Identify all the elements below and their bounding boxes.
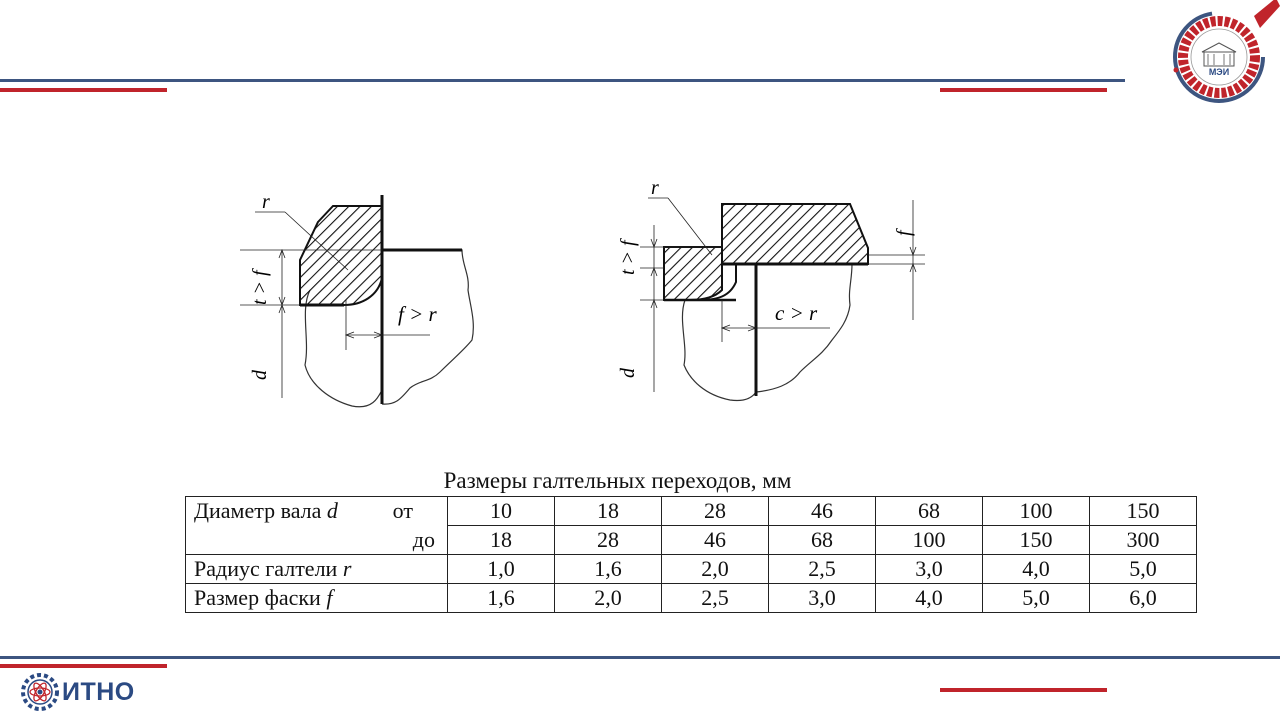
from-cell: 150: [1090, 497, 1197, 526]
chamfer-cell: 1,6: [448, 584, 555, 613]
to-cell: 150: [983, 526, 1090, 555]
chamfer-label-cell: [186, 584, 448, 613]
from-cell: 10: [448, 497, 555, 526]
from-cell: 46: [769, 497, 876, 526]
mei-logo-text: МЭИ: [1208, 67, 1230, 77]
radius-cell: 1,6: [555, 555, 662, 584]
chamfer-cell: 2,0: [555, 584, 662, 613]
chamfer-cell: 6,0: [1090, 584, 1197, 613]
radius-cell: 1,0: [448, 555, 555, 584]
left-d-label: d: [249, 370, 271, 380]
radius-label: Радиус галтели: [194, 556, 338, 581]
to-cell: 300: [1090, 526, 1197, 555]
from-cell: 28: [662, 497, 769, 526]
chamfer-var: f: [326, 585, 333, 610]
right-d-label: d: [617, 368, 639, 378]
table-row-diameter-from: [186, 497, 1197, 526]
diameter-label: Диаметр вала: [194, 498, 322, 524]
chamfer-label: Размер фаски: [194, 585, 321, 610]
to-cell: 28: [555, 526, 662, 555]
to-cell: 18: [448, 526, 555, 555]
diameter-var: d: [326, 498, 338, 524]
to-label: до: [412, 526, 435, 552]
radius-var: r: [342, 556, 352, 581]
radius-cell: 2,5: [769, 555, 876, 584]
footer-red-line-right: [940, 688, 1107, 692]
footer-blue-line: [0, 656, 1280, 659]
radius-cell: 2,0: [662, 555, 769, 584]
from-label: от: [392, 498, 413, 523]
right-r-label: r: [651, 177, 659, 199]
table-row-radius: [186, 555, 1197, 584]
to-cell: 100: [876, 526, 983, 555]
right-drawing: [617, 177, 925, 401]
to-label-cell: [186, 526, 448, 555]
diameter-label-cell: [186, 497, 448, 526]
right-c-label: c > r: [775, 301, 818, 325]
itno-logo-text: ИТНО: [62, 677, 135, 706]
gear-atom-icon: [20, 672, 60, 712]
left-hub-hatched: [300, 206, 382, 305]
chamfer-cell: 3,0: [769, 584, 876, 613]
itno-logo: [20, 672, 135, 712]
left-f-label: f > r: [398, 302, 437, 326]
to-cell: 46: [662, 526, 769, 555]
right-ring-hatched: [664, 247, 722, 300]
left-t-label: t > f: [249, 270, 271, 305]
chamfer-cell: 4,0: [876, 584, 983, 613]
radius-cell: 3,0: [876, 555, 983, 584]
from-cell: 68: [876, 497, 983, 526]
right-hub-hatched: [722, 204, 868, 264]
fillet-dimensions-table: [185, 496, 1197, 613]
chamfer-cell: 2,5: [662, 584, 769, 613]
left-drawing: [240, 191, 473, 407]
table-caption: Размеры галтельных переходов, мм: [443, 468, 792, 493]
to-cell: 68: [769, 526, 876, 555]
table-row-diameter-to: [186, 526, 1197, 555]
left-r-label: r: [262, 191, 270, 213]
from-cell: 18: [555, 497, 662, 526]
table-row-chamfer: [186, 584, 1197, 613]
radius-cell: 5,0: [1090, 555, 1197, 584]
chamfer-cell: 5,0: [983, 584, 1090, 613]
radius-label-cell: [186, 555, 448, 584]
right-t-label: t > f: [617, 240, 639, 275]
from-cell: 100: [983, 497, 1090, 526]
right-f-label: f: [893, 230, 915, 236]
footer-red-line-left: [0, 664, 167, 668]
radius-cell: 4,0: [983, 555, 1090, 584]
